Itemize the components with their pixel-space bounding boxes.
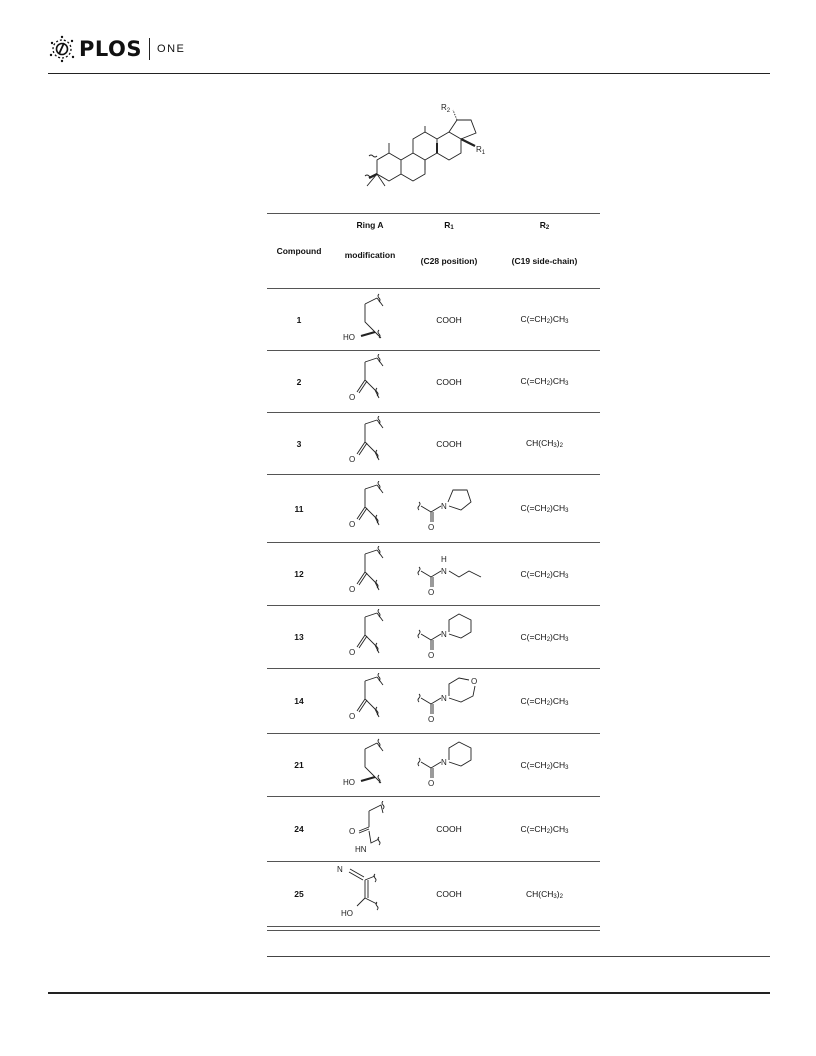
- table-row: [267, 543, 600, 606]
- ring-a-structure-icon: [335, 354, 405, 410]
- r2-text: $C(=CH_2)CH_3$: [520, 568, 569, 580]
- ring-a-cell: [331, 475, 409, 543]
- compound-number: 3: [296, 438, 302, 449]
- r2-text: $CH(CH_3)_2$: [526, 438, 563, 449]
- svg-text:O: O: [428, 651, 435, 660]
- compound-number: 2: [296, 376, 302, 387]
- header-ring-a-line1: Ring A: [356, 220, 384, 230]
- r1-cell: [409, 543, 489, 606]
- ring-a-cell: [331, 734, 409, 797]
- ring-a-o-label: O: [349, 585, 356, 594]
- ring-a-cell: [331, 797, 409, 862]
- ring-a-structure-icon: [335, 737, 405, 793]
- r1-amide-structure-icon: [411, 674, 487, 728]
- ring-a-cell: [331, 862, 409, 927]
- svg-text:N: N: [441, 630, 447, 639]
- svg-text:O: O: [428, 522, 435, 532]
- ring-a-structure-icon: [335, 801, 405, 857]
- compound-number: 24: [294, 824, 304, 834]
- r2-cell: [489, 734, 600, 797]
- ring-a-cell: [331, 413, 409, 475]
- ring-a-o-label: O: [349, 648, 356, 657]
- r1-amide-structure-icon: [411, 482, 487, 536]
- r2-cell: [489, 669, 600, 734]
- logo-text: PLOS: [79, 37, 143, 61]
- header-ring-a-line2: modification: [344, 250, 396, 260]
- cyano-n-label: N: [337, 866, 343, 874]
- enol-ho-label: HO: [341, 909, 353, 918]
- ring-a-cell: [331, 606, 409, 669]
- table-row: [267, 797, 600, 862]
- header-r2: $R_2$ (C19 side-chain): [489, 214, 600, 289]
- svg-text:O: O: [428, 588, 435, 597]
- compound-table: [267, 213, 600, 931]
- r1-text: COOH: [436, 824, 462, 834]
- r2-cell: [489, 475, 600, 543]
- compound-number: 11: [294, 503, 304, 514]
- ring-a-structure-icon: [335, 673, 405, 729]
- r2-text: $C(=CH_2)CH_3$: [520, 314, 569, 325]
- scaffold-r2-label: $R_2$: [441, 103, 451, 114]
- table-row: [267, 606, 600, 669]
- scaffold-r1-label: $R_1$: [476, 145, 486, 156]
- lactam-hn-label: HN: [355, 845, 367, 854]
- page-footer-rule: [48, 992, 770, 994]
- ring-a-o-label: O: [349, 519, 356, 529]
- compound-number: 25: [294, 889, 304, 899]
- r1-text: COOH: [436, 438, 462, 449]
- r2-text: $CH(CH_3)_2$: [526, 888, 563, 900]
- table-row: [267, 475, 600, 543]
- r2-cell: [489, 862, 600, 927]
- compound-number: 14: [294, 696, 304, 706]
- ring-a-cell: [331, 669, 409, 734]
- table-row: [267, 351, 600, 413]
- ring-a-structure-icon: [335, 481, 405, 537]
- compound-number: 1: [296, 314, 302, 325]
- r2-text: $C(=CH_2)CH_3$: [520, 376, 569, 387]
- r1-text: COOH: [436, 376, 462, 387]
- ring-a-o-label: O: [349, 392, 356, 402]
- ring-a-structure-icon: [335, 609, 405, 665]
- svg-text:H: H: [441, 555, 447, 564]
- r2-cell: [489, 351, 600, 413]
- header-compound: Compound: [276, 246, 322, 256]
- plos-logo-icon: [48, 35, 76, 63]
- r2-cell: [489, 797, 600, 862]
- svg-text:O: O: [471, 677, 478, 686]
- ring-a-cell: [331, 351, 409, 413]
- logo-subtitle: ONE: [157, 43, 186, 55]
- r1-cell: [409, 475, 489, 543]
- ring-a-structure-icon: [335, 866, 405, 922]
- r1-text: COOH: [436, 314, 462, 325]
- r2-cell: [489, 413, 600, 475]
- r1-cell: [409, 351, 489, 413]
- triterpenoid-scaffold-figure: [355, 96, 525, 212]
- r1-cell: [409, 669, 489, 734]
- table-row: [267, 413, 600, 475]
- ring-a-structure-icon: [335, 292, 405, 348]
- journal-header: [48, 34, 185, 64]
- compound-number: 13: [294, 632, 304, 642]
- r1-amide-structure-icon: [411, 738, 487, 792]
- ring-a-cell: [331, 543, 409, 606]
- header-r1: $R_1$ (C28 position): [409, 214, 489, 289]
- ring-a-ho-label: HO: [343, 332, 355, 342]
- svg-text:O: O: [428, 779, 435, 788]
- r2-text: $C(=CH_2)CH_3$: [520, 631, 569, 643]
- r2-text: $C(=CH_2)CH_3$: [520, 695, 569, 707]
- r1-cell: [409, 797, 489, 862]
- compound-number: 12: [294, 569, 304, 579]
- svg-text:N: N: [441, 501, 447, 511]
- r1-amide-structure-icon: [411, 547, 487, 601]
- r2-text: $C(=CH_2)CH_3$: [520, 823, 569, 835]
- table-row: [267, 289, 600, 351]
- svg-text:N: N: [441, 567, 447, 576]
- r1-cell: [409, 413, 489, 475]
- lactam-o-label: O: [349, 827, 356, 836]
- r2-text: $C(=CH_2)CH_3$: [520, 503, 569, 514]
- table-row: [267, 734, 600, 797]
- svg-text:O: O: [428, 715, 435, 724]
- r1-cell: [409, 734, 489, 797]
- r2-cell: [489, 606, 600, 669]
- figure-bottom-rule: [267, 956, 770, 957]
- table-row: [267, 862, 600, 927]
- ring-a-structure-icon: [335, 416, 405, 472]
- r1-cell: [409, 862, 489, 927]
- ring-a-structure-icon: [335, 546, 405, 602]
- r1-cell: [409, 289, 489, 351]
- r1-text: COOH: [436, 889, 462, 899]
- header-ring-a: [331, 214, 409, 289]
- header-r1-desc: (C28 position): [420, 256, 478, 266]
- r1-cell: [409, 606, 489, 669]
- r2-text: $C(=CH_2)CH_3$: [520, 759, 569, 771]
- r2-cell: [489, 543, 600, 606]
- ring-a-o-label: O: [349, 712, 356, 721]
- logo-divider: [149, 38, 150, 60]
- ring-a-ho-label: HO: [343, 778, 355, 787]
- svg-text:N: N: [441, 758, 447, 767]
- r1-amide-structure-icon: [411, 610, 487, 664]
- svg-text:N: N: [441, 694, 447, 703]
- table-row: [267, 669, 600, 734]
- ring-a-o-label: O: [349, 454, 356, 464]
- r2-cell: [489, 289, 600, 351]
- ring-a-cell: [331, 289, 409, 351]
- table-spacer-row: [267, 927, 600, 931]
- header-rule: [48, 73, 770, 74]
- table-header-row: [267, 214, 600, 289]
- compound-number: 21: [294, 760, 304, 770]
- header-r2-desc: (C19 side-chain): [511, 256, 578, 266]
